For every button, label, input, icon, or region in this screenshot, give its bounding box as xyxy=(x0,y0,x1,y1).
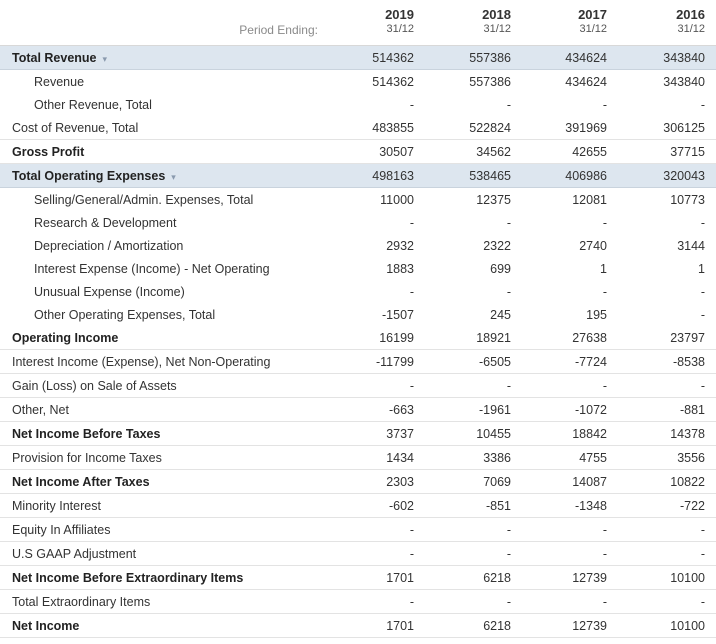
row-label xyxy=(12,145,84,159)
row-label xyxy=(12,499,101,513)
table-row xyxy=(0,590,716,614)
table-cell: 3386 xyxy=(483,451,511,465)
table-cell: 12739 xyxy=(572,571,607,585)
row-label xyxy=(12,475,150,489)
row-label xyxy=(12,121,138,135)
table-cell: 6218 xyxy=(483,571,511,585)
table-cell: 2740 xyxy=(579,239,607,253)
table-cell: -1961 xyxy=(479,403,511,417)
table-row xyxy=(0,116,716,140)
table-cell: - xyxy=(506,98,511,112)
table-cell: -8538 xyxy=(673,355,705,369)
table-row xyxy=(0,614,716,638)
table-cell: 1701 xyxy=(386,571,414,585)
row-label-text: Net Income xyxy=(12,619,80,633)
row-label xyxy=(34,216,176,230)
table-cell: 10100 xyxy=(670,619,705,633)
table-cell: 18842 xyxy=(572,427,607,441)
table-cell: - xyxy=(700,98,705,112)
table-cell: 1701 xyxy=(386,619,414,633)
table-cell: 434624 xyxy=(565,75,607,89)
column-header-2018 xyxy=(431,8,511,36)
table-cell: - xyxy=(409,547,414,561)
table-cell: -663 xyxy=(388,403,414,417)
row-label xyxy=(12,331,118,345)
table-cell: -1507 xyxy=(382,308,414,322)
row-label xyxy=(34,262,270,276)
table-cell: 2932 xyxy=(386,239,414,253)
chevron-down-icon[interactable]: ▾ xyxy=(171,172,176,182)
row-label-text: Interest Expense (Income) - Net Operating xyxy=(34,262,270,276)
row-label-text: Provision for Income Taxes xyxy=(12,451,162,465)
row-label xyxy=(12,427,160,441)
table-row xyxy=(0,326,716,350)
table-cell: 11000 xyxy=(380,193,414,207)
table-cell: - xyxy=(602,547,607,561)
table-cell: - xyxy=(700,308,705,322)
table-cell: 699 xyxy=(490,262,511,276)
row-label-text: Cost of Revenue, Total xyxy=(12,121,139,135)
table-cell: 514362 xyxy=(372,75,414,89)
table-cell: 1434 xyxy=(386,451,414,465)
row-label xyxy=(12,547,136,561)
table-cell: -11799 xyxy=(376,355,414,369)
table-cell: - xyxy=(409,216,414,230)
table-row xyxy=(0,93,716,116)
table-cell: 3556 xyxy=(677,451,705,465)
table-row xyxy=(0,280,716,303)
table-cell: -851 xyxy=(485,499,511,513)
row-label-text: Revenue xyxy=(34,75,85,89)
row-label-text: Net Income After Taxes xyxy=(12,475,150,489)
column-header-2016 xyxy=(625,8,705,36)
table-row xyxy=(0,140,716,164)
table-row xyxy=(0,374,716,398)
table-cell: - xyxy=(700,547,705,561)
table-row xyxy=(0,518,716,542)
column-year: 2016 xyxy=(676,7,705,22)
table-cell: 2303 xyxy=(386,475,414,489)
table-row xyxy=(0,303,716,326)
row-label-text: Operating Income xyxy=(12,331,119,345)
table-cell: - xyxy=(602,595,607,609)
table-cell: - xyxy=(602,379,607,393)
table-row[interactable] xyxy=(0,164,716,188)
table-cell: 27638 xyxy=(572,331,607,345)
table-cell: 14378 xyxy=(670,427,705,441)
row-label-text: Total Revenue xyxy=(12,51,97,65)
table-cell: 12081 xyxy=(572,193,607,207)
table-cell: 514362 xyxy=(372,51,414,65)
table-cell: 483855 xyxy=(372,121,414,135)
table-cell: 3737 xyxy=(386,427,414,441)
row-label-text: Interest Income (Expense), Net Non-Operating xyxy=(12,355,271,369)
table-cell: 1 xyxy=(600,262,607,276)
row-label xyxy=(34,285,185,299)
table-row xyxy=(0,566,716,590)
table-cell: 391969 xyxy=(565,121,607,135)
table-row[interactable] xyxy=(0,46,716,70)
table-cell: - xyxy=(700,285,705,299)
period-ending-label: Period Ending: xyxy=(239,23,318,37)
table-cell: - xyxy=(602,98,607,112)
table-cell: 2322 xyxy=(483,239,511,253)
table-cell: - xyxy=(700,523,705,537)
row-label xyxy=(12,451,162,465)
table-cell: 23797 xyxy=(670,331,705,345)
table-cell: - xyxy=(506,523,511,537)
table-cell: 10100 xyxy=(670,571,705,585)
row-label-text: Total Operating Expenses xyxy=(12,169,166,183)
table-cell: - xyxy=(700,216,705,230)
column-header-2019 xyxy=(334,8,414,36)
table-cell: 1 xyxy=(698,262,705,276)
table-cell: - xyxy=(700,595,705,609)
table-header xyxy=(0,0,716,46)
row-label-text: Gain (Loss) on Sale of Assets xyxy=(12,379,177,393)
table-cell: -7724 xyxy=(575,355,607,369)
table-cell: 343840 xyxy=(663,51,705,65)
table-row xyxy=(0,257,716,280)
row-label xyxy=(34,239,183,253)
row-label-text: Depreciation / Amortization xyxy=(34,239,184,253)
row-label-text: Net Income Before Taxes xyxy=(12,427,161,441)
table-row xyxy=(0,234,716,257)
column-year: 2017 xyxy=(578,7,607,22)
table-cell: 18921 xyxy=(476,331,511,345)
table-cell: 14087 xyxy=(572,475,607,489)
table-row xyxy=(0,398,716,422)
table-cell: 343840 xyxy=(663,75,705,89)
table-cell: 37715 xyxy=(670,145,705,159)
table-cell: - xyxy=(409,595,414,609)
row-label-text: Minority Interest xyxy=(12,499,101,513)
row-label-text: Other, Net xyxy=(12,403,69,417)
table-cell: - xyxy=(409,379,414,393)
table-cell: - xyxy=(409,98,414,112)
table-cell: 12375 xyxy=(476,193,511,207)
table-cell: - xyxy=(700,379,705,393)
table-cell: 1883 xyxy=(386,262,414,276)
table-cell: -6505 xyxy=(479,355,511,369)
row-label xyxy=(34,98,152,112)
column-date: 31/12 xyxy=(483,23,511,35)
table-cell: -722 xyxy=(679,499,705,513)
table-cell: - xyxy=(602,523,607,537)
table-cell: 10773 xyxy=(670,193,705,207)
row-label-text: Other Operating Expenses, Total xyxy=(34,308,216,322)
row-label-text: Net Income Before Extraordinary Items xyxy=(12,571,244,585)
table-cell: - xyxy=(409,285,414,299)
row-label xyxy=(12,523,110,537)
row-label xyxy=(34,308,215,322)
table-cell: - xyxy=(409,523,414,537)
row-label-text: Equity In Affiliates xyxy=(12,523,111,537)
table-cell: 245 xyxy=(490,308,511,322)
row-label-text: Gross Profit xyxy=(12,145,85,159)
table-cell: - xyxy=(506,595,511,609)
table-cell: - xyxy=(506,285,511,299)
table-cell: 12739 xyxy=(572,619,607,633)
row-label xyxy=(12,403,69,417)
row-label xyxy=(34,75,84,89)
chevron-down-icon[interactable]: ▾ xyxy=(102,54,108,64)
table-cell: 30507 xyxy=(379,145,414,159)
table-cell: 3144 xyxy=(677,239,705,253)
row-label xyxy=(12,571,243,585)
row-label xyxy=(12,379,177,393)
table-cell: 522824 xyxy=(469,121,511,135)
table-row xyxy=(0,446,716,470)
column-header-2017 xyxy=(527,8,607,36)
table-row xyxy=(0,70,716,93)
table-cell: -881 xyxy=(679,403,705,417)
table-cell: - xyxy=(506,216,511,230)
table-cell: 320043 xyxy=(663,169,705,183)
table-cell: - xyxy=(602,216,607,230)
table-cell: - xyxy=(602,285,607,299)
row-label-text: Total Extraordinary Items xyxy=(12,595,151,609)
table-row xyxy=(0,188,716,211)
table-row xyxy=(0,494,716,518)
table-row xyxy=(0,542,716,566)
table-cell: 16199 xyxy=(379,331,414,345)
row-label-text: Research & Development xyxy=(34,216,177,230)
income-statement-table xyxy=(0,46,716,638)
table-cell: 195 xyxy=(586,308,607,322)
row-label xyxy=(12,595,150,609)
table-cell: 6218 xyxy=(483,619,511,633)
table-cell: 306125 xyxy=(663,121,705,135)
table-cell: 406986 xyxy=(565,169,607,183)
table-cell: 34562 xyxy=(476,145,511,159)
table-row xyxy=(0,211,716,234)
table-cell: 538465 xyxy=(469,169,511,183)
table-cell: 557386 xyxy=(469,51,511,65)
table-cell: -1072 xyxy=(575,403,607,417)
table-row xyxy=(0,422,716,446)
row-label xyxy=(12,51,107,65)
table-cell: -602 xyxy=(388,499,414,513)
column-year: 2018 xyxy=(482,7,511,22)
column-date: 31/12 xyxy=(386,23,414,35)
table-cell: 434624 xyxy=(565,51,607,65)
column-date: 31/12 xyxy=(677,23,705,35)
row-label-text: Other Revenue, Total xyxy=(34,98,152,112)
table-cell: 498163 xyxy=(372,169,414,183)
row-label-text: Selling/General/Admin. Expenses, Total xyxy=(34,193,254,207)
column-year: 2019 xyxy=(385,7,414,22)
table-cell: 557386 xyxy=(469,75,511,89)
table-cell: 42655 xyxy=(572,145,607,159)
column-date: 31/12 xyxy=(579,23,607,35)
row-label xyxy=(12,619,79,633)
table-cell: 10822 xyxy=(670,475,705,489)
table-row xyxy=(0,470,716,494)
table-cell: -1348 xyxy=(575,499,607,513)
table-cell: 4755 xyxy=(579,451,607,465)
row-label-text: U.S GAAP Adjustment xyxy=(12,547,137,561)
table-cell: 7069 xyxy=(483,475,511,489)
row-label xyxy=(12,169,176,183)
row-label xyxy=(12,355,270,369)
row-label-text: Unusual Expense (Income) xyxy=(34,285,185,299)
row-label xyxy=(34,193,253,207)
table-cell: 10455 xyxy=(476,427,511,441)
table-cell: - xyxy=(506,547,511,561)
table-cell: - xyxy=(506,379,511,393)
table-row xyxy=(0,350,716,374)
